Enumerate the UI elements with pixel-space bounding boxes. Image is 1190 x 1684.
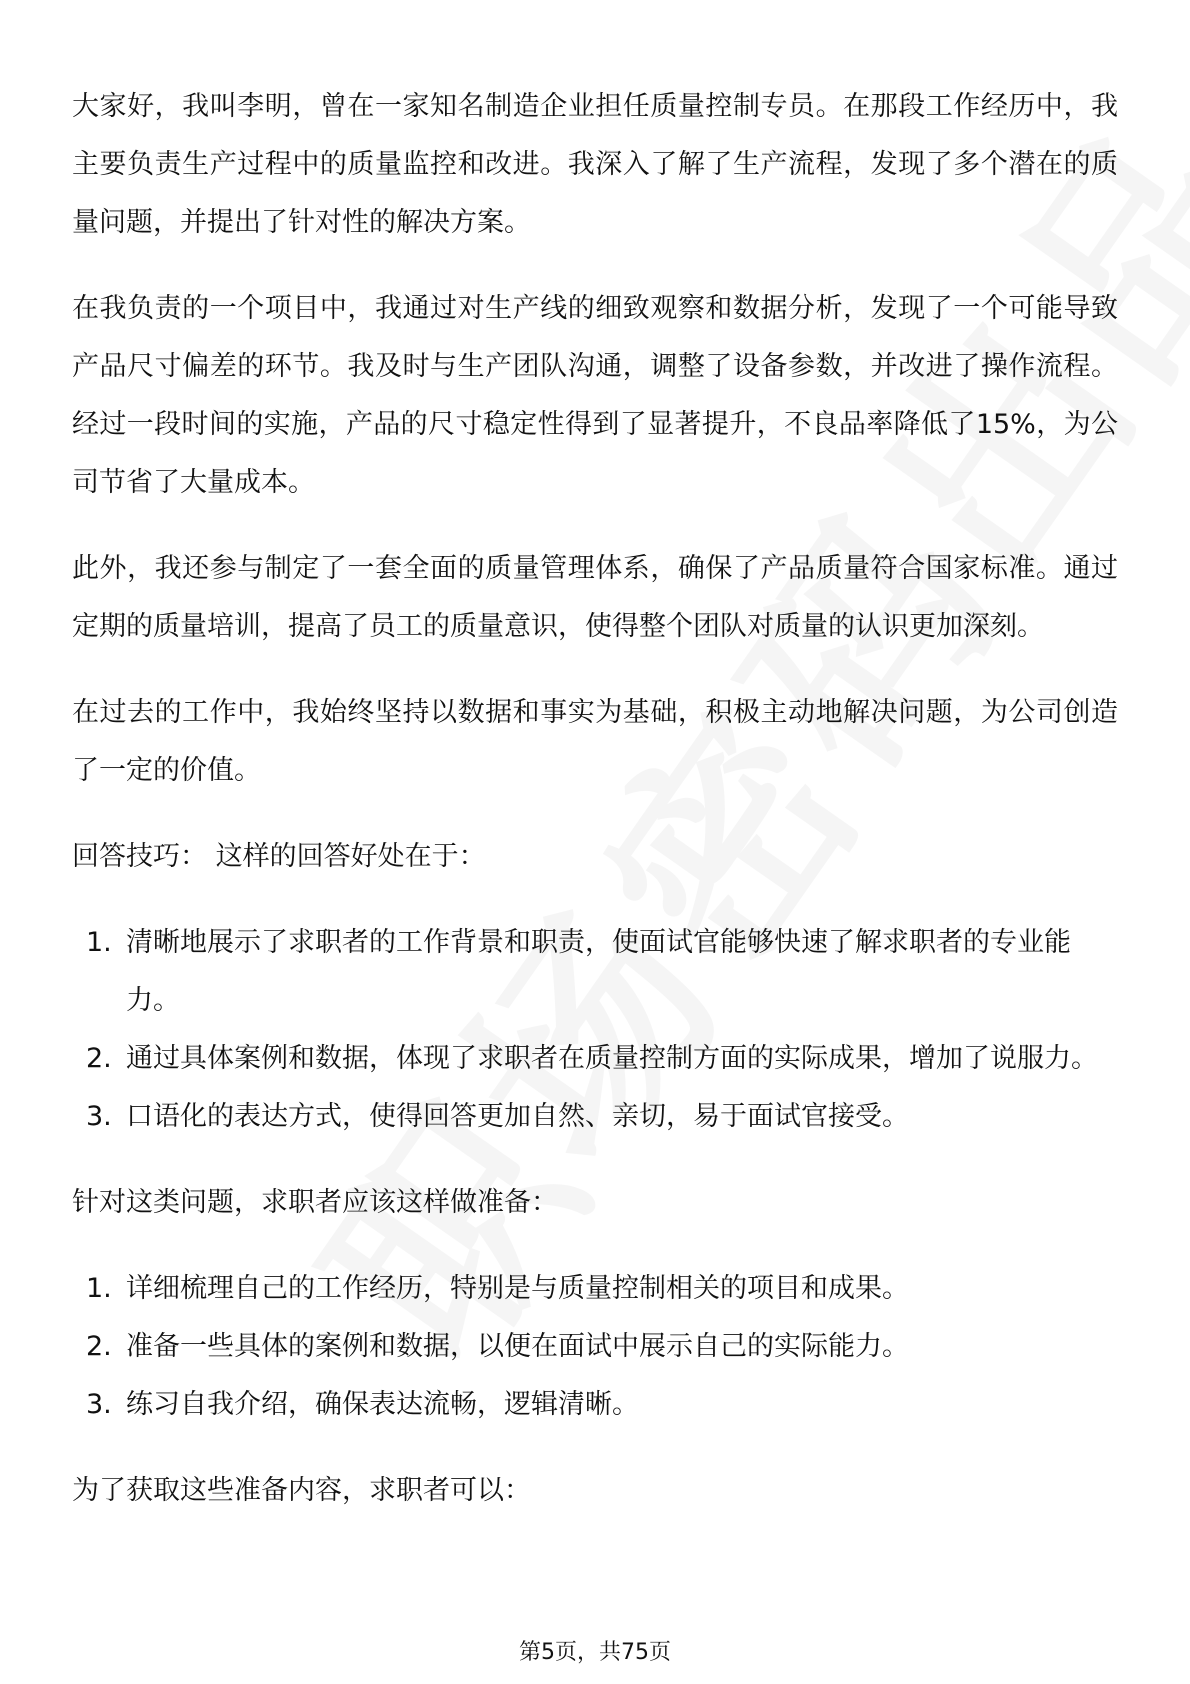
list-item-number: 2. xyxy=(86,1043,112,1074)
list-item-text: 练习自我介绍，确保表达流畅，逻辑清晰。 xyxy=(126,1389,639,1420)
list-item-number: 3. xyxy=(86,1389,112,1420)
list-item-number: 2. xyxy=(86,1331,112,1362)
tips-list xyxy=(72,914,1118,1146)
list-item-number: 3. xyxy=(86,1101,112,1132)
paragraph-intro: 大家好，我叫李明，曾在一家知名制造企业担任质量控制专员。在那段工作经历中，我主要负责生产过程中的质量监控和改进。我深入了解了生产流程，发现了多个潜在的质量问题，并提出了针对性的解决方案。 xyxy=(72,91,1118,238)
list-item-text: 通过具体案例和数据，体现了求职者在质量控制方面的实际成果，增加了说服力。 xyxy=(126,1043,1098,1074)
list-item-text: 清晰地展示了求职者的工作背景和职责，使面试官能够快速了解求职者的专业能力。 xyxy=(126,927,1071,1016)
list-item-number: 1. xyxy=(86,1273,112,1304)
list-item xyxy=(72,1318,1118,1376)
closing-heading: 为了获取这些准备内容，求职者可以： xyxy=(72,1475,531,1506)
list-item-text: 口语化的表达方式，使得回答更加自然、亲切，易于面试官接受。 xyxy=(126,1101,909,1132)
paragraph-summary: 在过去的工作中，我始终坚持以数据和事实为基础，积极主动地解决问题，为公司创造了一定的价值。 xyxy=(72,697,1118,786)
list-item xyxy=(72,1088,1118,1146)
tips-heading: 回答技巧： 这样的回答好处在于： xyxy=(72,841,486,872)
list-item xyxy=(72,914,1118,1030)
paragraph-system: 此外，我还参与制定了一套全面的质量管理体系，确保了产品质量符合国家标准。通过定期的质量培训，提高了员工的质量意识，使得整个团队对质量的认识更加深刻。 xyxy=(72,553,1118,642)
page-footer: 第5页，共75页 xyxy=(519,1640,671,1665)
paragraph-project: 在我负责的一个项目中，我通过对生产线的细致观察和数据分析，发现了一个可能导致产品尺寸偏差的环节。我及时与生产团队沟通，调整了设备参数，并改进了操作流程。经过一段时间的实施，产品的尺寸稳定性得到了显著提升，不良品率降低了15%，为公司节省了大量成本。 xyxy=(72,293,1118,498)
list-item-number: 1. xyxy=(86,927,112,958)
page-content xyxy=(72,78,1118,1548)
prep-heading: 针对这类问题，求职者应该这样做准备： xyxy=(72,1187,558,1218)
list-item xyxy=(72,1376,1118,1434)
list-item-text: 详细梳理自己的工作经历，特别是与质量控制相关的项目和成果。 xyxy=(126,1273,909,1304)
list-item xyxy=(72,1260,1118,1318)
list-item-text: 准备一些具体的案例和数据，以便在面试中展示自己的实际能力。 xyxy=(126,1331,909,1362)
prep-list xyxy=(72,1260,1118,1434)
list-item xyxy=(72,1030,1118,1088)
